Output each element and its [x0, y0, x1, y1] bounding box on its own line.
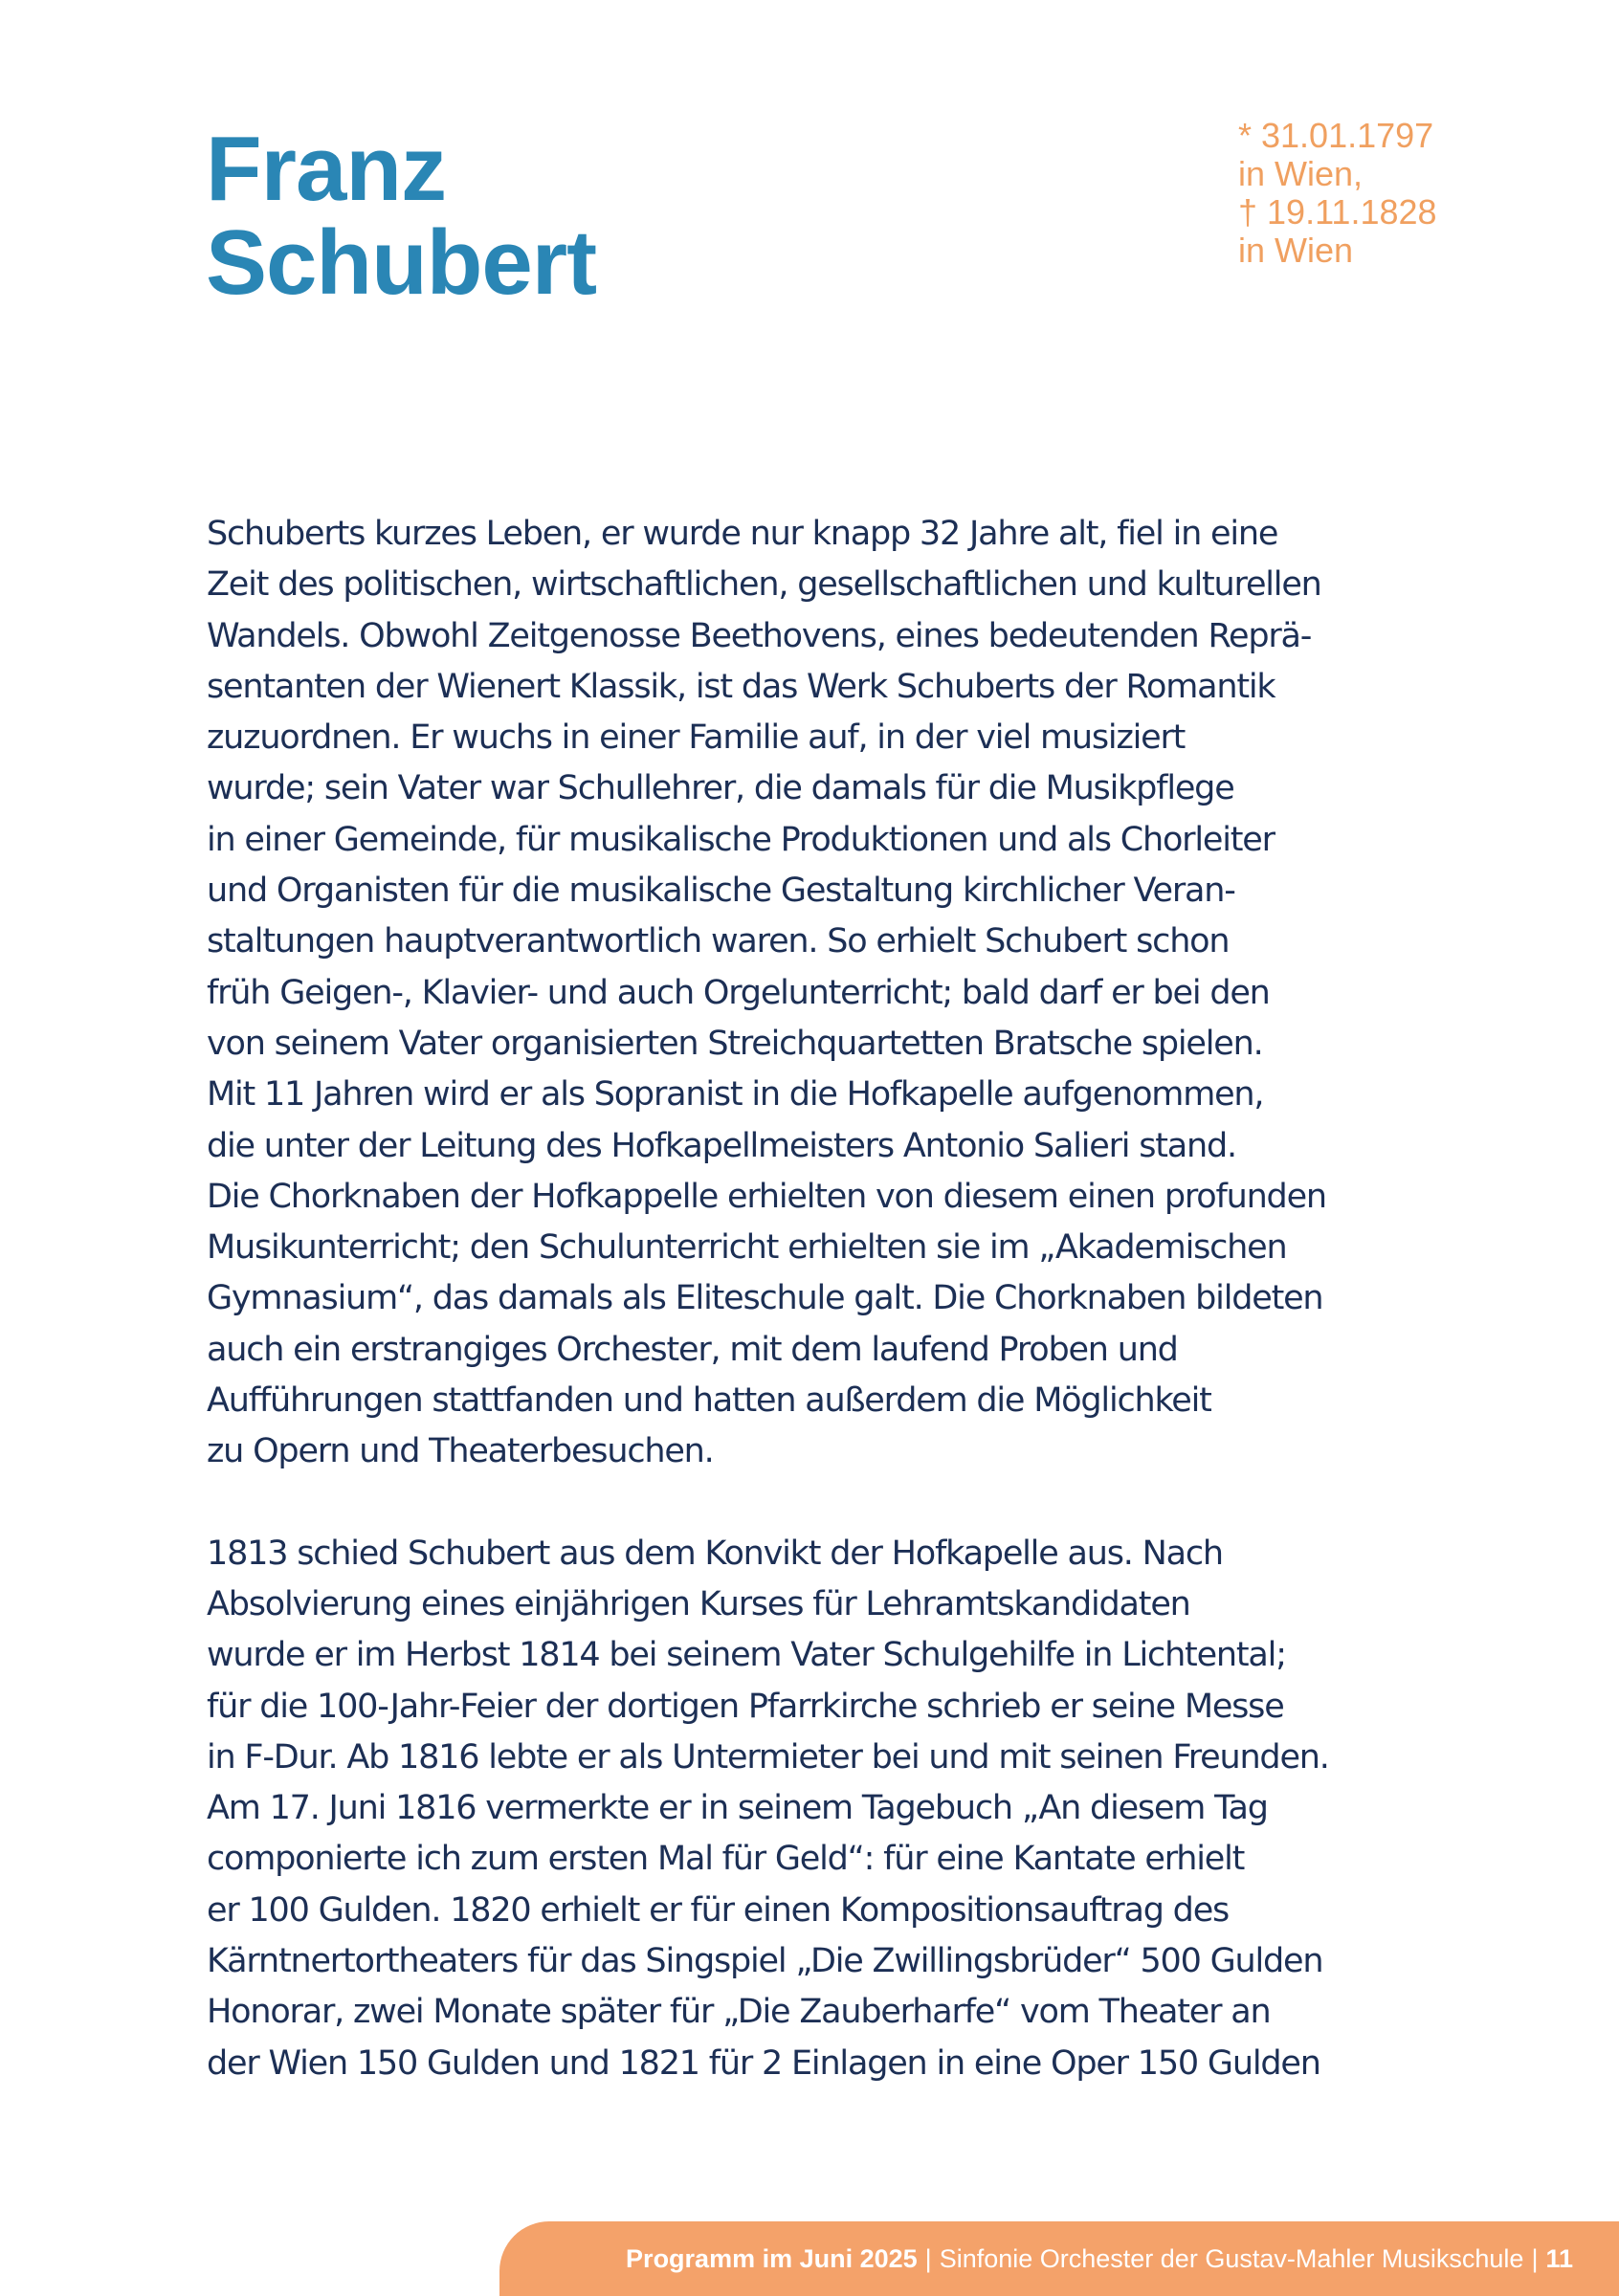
text-line: Am 17. Juni 1816 vermerkte er in seinem Tagebuch „An diesem Tag — [207, 1789, 1268, 1828]
life-dates — [1238, 117, 1437, 270]
text-line: Mit 11 Jahren wird er als Sopranist in die Hofkapelle aufgenommen, — [207, 1075, 1264, 1115]
text-line: Schuberts kurzes Leben, er wurde nur knapp 32 Jahre alt, fiel in eine — [207, 515, 1278, 553]
text-line: Aufführungen stattfanden und hatten außerdem die Möglichkeit — [207, 1381, 1211, 1421]
death-place: in Wien — [1238, 231, 1354, 270]
text-line: staltungen hauptverantwortlich waren. So erhielt Schubert schon — [207, 922, 1230, 961]
text-line: in einer Gemeinde, für musikalische Produktionen und als Chorleiter — [207, 820, 1275, 859]
text-line: Musikunterricht; den Schulunterricht erhielten sie im „Akademischen — [207, 1228, 1287, 1268]
footer-separator: | — [924, 2243, 932, 2273]
title-first-name: Franz — [206, 118, 447, 220]
page-title — [206, 118, 597, 314]
birth-place: in Wien, — [1238, 154, 1364, 193]
text-line: die unter der Leitung des Hofkapellmeisters Antonio Salieri stand. — [207, 1126, 1236, 1165]
text-line: wurde er im Herbst 1814 bei seinem Vater Schulgehilfe in Lichtental; — [207, 1636, 1286, 1675]
text-line: auch ein erstrangiges Orchester, mit dem laufend Proben und — [207, 1330, 1178, 1369]
text-line: in F-Dur. Ab 1816 lebte er als Untermieter bei und mit seinen Freunden. — [207, 1737, 1329, 1777]
text-line: 1813 schied Schubert aus dem Konvikt der Hofkapelle aus. Nach — [207, 1534, 1223, 1573]
text-line: Honorar, zwei Monate später für „Die Zauberharfe“ vom Theater an — [207, 1993, 1271, 2032]
footer-separator: | — [1531, 2243, 1539, 2273]
text-line: und Organisten für die musikalische Gestaltung kirchlicher Veran- — [207, 872, 1235, 911]
death-date: † 19.11.1828 — [1238, 192, 1437, 232]
text-line: früh Geigen-, Klavier- und auch Orgelunterricht; bald darf er bei den — [207, 973, 1270, 1012]
biography-paragraph — [207, 509, 1441, 1478]
text-line: componierte ich zum ersten Mal für Geld“: für eine Kantate erhielt — [207, 1840, 1245, 1879]
footer-program: Programm im Juni 2025 — [626, 2243, 918, 2273]
birth-date: * 31.01.1797 — [1238, 116, 1434, 155]
text-line: der Wien 150 Gulden und 1821 für 2 Einlagen in eine Oper 150 Gulden — [207, 2043, 1320, 2083]
footer-orchestra: Sinfonie Orchester der Gustav-Mahler Musikschule — [939, 2243, 1524, 2273]
title-last-name: Schubert — [206, 211, 597, 314]
text-line: Gymnasium“, das damals als Eliteschule galt. Die Chorknaben bildeten — [207, 1279, 1323, 1318]
text-line: wurde; sein Vater war Schullehrer, die damals für die Musikpflege — [207, 769, 1234, 808]
text-line: Kärntnertortheaters für das Singspiel „Die Zwillingsbrüder“ 500 Gulden — [207, 1942, 1323, 1981]
text-line: zuzuordnen. Er wuchs in einer Familie auf, in der viel musiziert — [207, 718, 1186, 758]
biography-text — [207, 509, 1441, 2089]
page-number: 11 — [1545, 2243, 1573, 2273]
page-footer — [499, 2221, 1619, 2296]
text-line: Die Chorknaben der Hofkappelle erhielten von diesem einen profunden — [207, 1177, 1326, 1216]
text-line: Wandels. Obwohl Zeitgenosse Beethovens, eines bedeutenden Reprä- — [207, 616, 1312, 655]
text-line: von seinem Vater organisierten Streichquartetten Bratsche spielen. — [207, 1024, 1263, 1063]
text-line: für die 100-Jahr-Feier der dortigen Pfarrkirche schrieb er seine Messe — [207, 1687, 1284, 1726]
text-line: Zeit des politischen, wirtschaftlichen, gesellschaftlichen und kulturellen — [207, 565, 1321, 605]
text-line: sentanten der Wienert Klassik, ist das Werk Schuberts der Romantik — [207, 667, 1275, 706]
biography-paragraph — [207, 1529, 1441, 2089]
text-line: er 100 Gulden. 1820 erhielt er für einen Kompositionsauftrag des — [207, 1890, 1230, 1930]
text-line: zu Opern und Theaterbesuchen. — [207, 1432, 714, 1471]
text-line: Absolvierung eines einjährigen Kurses für Lehramtskandidaten — [207, 1584, 1190, 1623]
